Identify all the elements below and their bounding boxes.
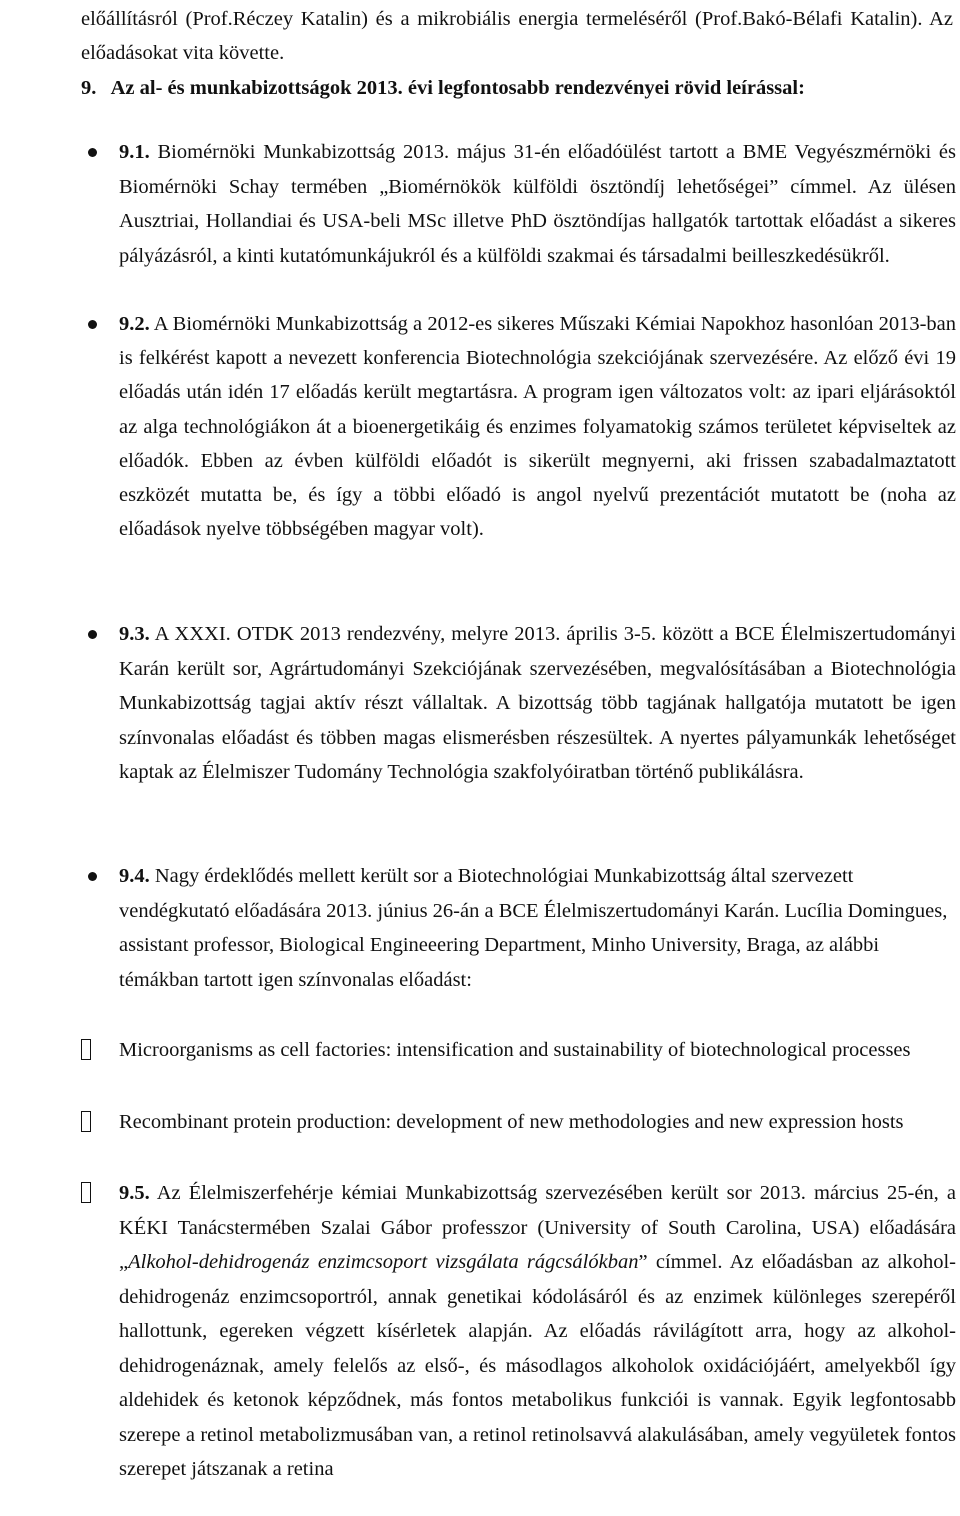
item-text: Nagy érdeklődés mellett került sor a Biotechnológiai Munkabizottság által szervezett vendégkutató előadására 2013. június 26-án a BCE Élelmiszertudományi Karán. Lucília Domingues, assistant professor, Biological Engineeering Department, Minho University, Braga, az alábbi témákban tartott igen színvonalas előadást: [119,865,948,991]
bullet-icon [88,872,97,881]
box-bullet-icon [81,1111,91,1132]
item-number: 9.5. [119,1182,150,1204]
item-text: A Biomérnöki Munkabizottság a 2012-es sikeres Műszaki Kémiai Napokhoz hasonlóan 2013-ban is felkérést kapott a nevezett konferencia Biotechnológia szekciójának szervezésére. Az előző évi 19 előadás után idén 17 előadás került megtartásra. A program igen változatos volt: az ipari eljárásoktól az alga technológiákon át a bioenergetikáig és enzimes folyamatokig számos területet képviseltek az előadók. Ebben az évben külföldi előadót is sikerült megnyerni, aki frissen szabadalmaztatott eszközét mutatta be, és így a többi előadó is angol nyelvű prezentációt mutatott be (noha az előadások nyelve többségében magyar volt). [119,313,956,541]
item-number: 9.3. [119,623,150,645]
bullet-icon [88,320,97,329]
box-bullet-icon [81,1182,91,1203]
item-number: 9.1. [119,141,150,163]
topic-item-1 [119,1033,956,1068]
list-item-9-2 [119,307,956,546]
item-text-continued: ” címmel. Az előadásban az alkohol-dehidrogenáz enzimcsoportról, annak genetikai kódolásáról és az enzimek különleges szerepéről hallottunk, egereken végzett kísérletek alapján. Az előadás rávilágított arra, hogy az alkohol-dehidrogenáznak, amely felelős az első-, és másodlagos alkoholok oxidációjáért, amelyekből így aldehidek és ketonok képződnek, más fontos metabolikus funkciói is vannak. Egyik legfontosabb szerepe a retinol metabolizmusában van, a retinol retinolsavvá alakulásában, amely vegyületek fontos szerepet játszanak a retina [119,1251,956,1480]
topic-item-2 [119,1105,956,1140]
topic-text: Microorganisms as cell factories: intensification and sustainability of biotechnological processes [119,1039,911,1061]
item-number: 9.4. [119,865,150,887]
item-text: A XXXI. OTDK 2013 rendezvény, melyre 2013. április 3-5. között a BCE Élelmiszertudományi Karán került sor, Agrártudományi Szekciójának szervezésében, megvalósításában a Biotechnológia Munkabizottság tagjai aktív részt vállaltak. A bizottság több tagjának hallgatója mutatott be igen színvonalas előadást és többen magas elismerésben részesültek. A nyertes pályamunkák lehetőséget kaptak az Élelmiszer Tudomány Technológia szakfolyóiratban történő publikálásra. [119,623,956,783]
item-number: 9.2. [119,313,150,335]
bullet-icon [88,148,97,157]
bullet-icon [88,630,97,639]
item-text: Biomérnöki Munkabizottság 2013. május 31-én előadóülést tartott a BME Vegyészmérnöki és Biomérnöki Schay termében „Biomérnökök külföldi ösztöndíj lehetőségei” címmel. Az ülésen Ausztriai, Hollandiai és USA-beli MSc illetve PhD ösztöndíjas hallgatók tartottak előadást a sikeres pályázásról, a kinti kutatómunkájukról és a külföldi szakmai és társadalmi beilleszkedésükről. [119,141,956,267]
topic-text: Recombinant protein production: development of new methodologies and new expression hosts [119,1111,904,1133]
list-item-9-1 [119,135,956,273]
intro-paragraph: előállításról (Prof.Réczey Katalin) és a mikrobiális energia termeléséről (Prof.Bakó-Bélafi Katalin). Az előadásokat vita követte. [81,8,953,64]
section-heading: 9. Az al- és munkabizottságok 2013. évi legfontosabb rendezvényei rövid leírással: [81,77,805,99]
box-bullet-icon [81,1039,91,1060]
item-text: Az Élelmiszerfehérje kémiai Munkabizottság szervezésében került sor 2013. március 25-én, a KÉKI Tanácstermében Szalai Gábor professzor (University of South Carolina, USA) előadására „ [119,1182,956,1273]
list-item-9-4 [119,859,956,997]
lecture-title: Alkohol-dehidrogenáz enzimcsoport vizsgálata rágcsálókban [128,1251,639,1273]
list-item-9-5 [119,1176,956,1487]
list-item-9-3 [119,617,956,790]
